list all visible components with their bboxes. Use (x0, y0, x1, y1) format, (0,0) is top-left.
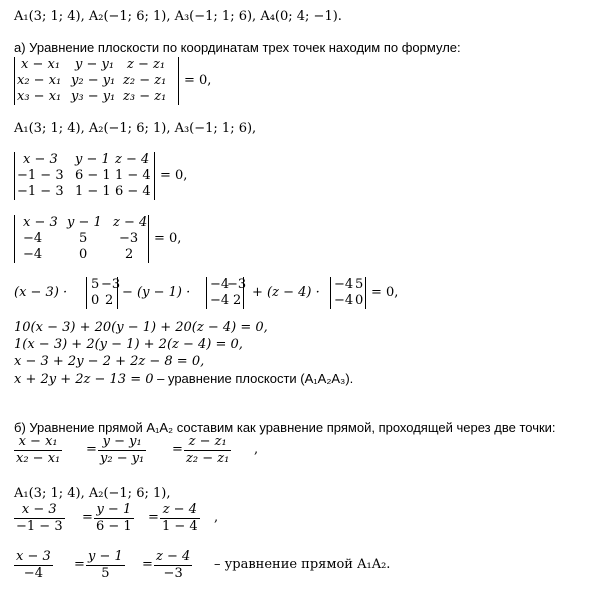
determinant-simplified (14, 215, 149, 263)
det2-r3c1: −1 − 3 (17, 184, 64, 199)
expansion-term3: + (z − 4) · (252, 285, 320, 300)
plane-result (14, 371, 353, 388)
frac2-x (14, 502, 65, 535)
minor3-r1c2: 5 (355, 277, 364, 292)
determinant-general (14, 57, 179, 105)
frac3-z (154, 549, 192, 582)
minor3-r2c2: 0 (355, 293, 364, 308)
frac1-eq2: = (172, 442, 183, 457)
frac1-eq1: = (86, 442, 97, 457)
det2-r1c3: z − 4 (115, 152, 150, 167)
frac1-comma: , (254, 442, 259, 457)
minor2-r2c1: −4 (210, 293, 230, 308)
frac1-x (14, 434, 62, 467)
det3-equals: = 0, (154, 231, 182, 246)
det3-r2c2: 5 (79, 231, 88, 246)
expansion-term1: (x − 3) · (14, 285, 68, 300)
frac3-x (14, 549, 53, 582)
frac1-x-num: x − x₁ (18, 434, 58, 449)
plane-equation: x + 2y + 2z − 13 = 0 (14, 372, 154, 387)
frac2-z (160, 502, 200, 535)
minor2-r2c2: 2 (233, 293, 242, 308)
det1-r2c1: x₂ − x₁ (17, 73, 62, 88)
points-line: A₁(3; 1; 4), A₂(−1; 6; 1), A₃(−1; 1; 6), A₄(0; 4; −1). (14, 9, 342, 24)
frac3-y (86, 549, 125, 582)
det2-r2c2: 6 − 1 (75, 168, 111, 183)
det3-r1c1: x − 3 (23, 215, 58, 230)
det1-r1c2: y − y₁ (75, 57, 115, 72)
det1-r1c1: x − x₁ (21, 57, 61, 72)
minor1-r1c2: −3 (101, 277, 121, 292)
expansion-equals: = 0, (371, 285, 399, 300)
expansion-term2: − (y − 1) · (122, 285, 191, 300)
frac3-x-den: −4 (14, 565, 53, 582)
determinant-substituted (14, 152, 155, 200)
frac3-z-den: −3 (154, 565, 192, 582)
det1-r1c3: z − z₁ (127, 57, 166, 72)
det3-r1c3: z − 4 (113, 215, 148, 230)
minor1-r2c1: 0 (91, 293, 100, 308)
det1-r2c2: y₂ − y₁ (71, 73, 116, 88)
det1-r3c3: z₃ − z₁ (123, 89, 167, 104)
line-caption: – уравнение прямой A₁A₂. (214, 557, 391, 572)
step-3: x − 3 + 2y − 2 + 2z − 8 = 0, (14, 354, 205, 369)
frac1-y-den: y₂ − y₁ (100, 451, 145, 466)
det2-r1c1: x − 3 (23, 152, 58, 167)
frac2-z-num: z − 4 (162, 502, 197, 517)
frac1-y-num: y − y₁ (102, 434, 142, 449)
det2-r3c2: 1 − 1 (75, 184, 111, 199)
step-2: 1(x − 3) + 2(y − 1) + 2(z − 4) = 0, (14, 337, 243, 352)
det3-r3c2: 0 (79, 247, 88, 262)
minor1-r1c1: 5 (91, 277, 100, 292)
det1-r3c2: y₃ − y₁ (71, 89, 116, 104)
det2-equals: = 0, (160, 168, 188, 183)
points-repeat: A₁(3; 1; 4), A₂(−1; 6; 1), A₃(−1; 1; 6), (14, 121, 257, 136)
det2-r2c3: 1 − 4 (115, 168, 151, 183)
det1-equals: = 0, (184, 73, 212, 88)
det3-r1c2: y − 1 (67, 215, 102, 230)
frac3-eq2: = (142, 557, 153, 572)
det2-r3c3: 6 − 4 (115, 184, 151, 199)
minor2-r1c2: −3 (227, 277, 247, 292)
frac1-x-den: x₂ − x₁ (16, 451, 61, 466)
det3-r3c3: 2 (125, 247, 134, 262)
part-b-heading: б) Уравнение прямой A₁A₂ составим как уравнение прямой, проходящей через две точки: (14, 420, 556, 435)
frac2-y-den: 6 − 1 (96, 519, 132, 534)
det3-r3c1: −4 (23, 247, 43, 262)
det2-r1c2: y − 1 (75, 152, 110, 167)
minor3-r2c1: −4 (334, 293, 354, 308)
det3-r2c3: −3 (119, 231, 139, 246)
plane-caption: – уравнение плоскости (A₁A₂A₃). (153, 371, 354, 386)
minor-1 (86, 277, 121, 309)
det1-r3c1: x₃ − x₁ (17, 89, 62, 104)
step-1: 10(x − 3) + 20(y − 1) + 20(z − 4) = 0, (14, 320, 268, 335)
frac1-z-den: z₂ − z₁ (186, 451, 230, 466)
frac1-z-num: z − z₁ (188, 434, 227, 449)
frac2-y-num: y − 1 (96, 502, 132, 517)
frac2-x-num: x − 3 (21, 502, 57, 517)
frac1-z (184, 434, 231, 467)
minor1-r2c2: 2 (105, 293, 114, 308)
minor-2 (206, 277, 247, 309)
points-b: A₁(3; 1; 4), A₂(−1; 6; 1), (14, 486, 171, 501)
frac2-y (94, 502, 134, 535)
det3-r2c1: −4 (23, 231, 43, 246)
frac1-y (98, 434, 146, 467)
frac2-eq1: = (82, 510, 93, 525)
frac3-eq1: = (74, 557, 85, 572)
frac3-z-num: z − 4 (156, 549, 191, 564)
frac3-x-num: x − 3 (16, 549, 51, 564)
minor3-r1c1: −4 (334, 277, 354, 292)
frac2-eq2: = (148, 510, 159, 525)
det1-r2c3: z₂ − z₁ (123, 73, 167, 88)
frac2-x-den: −1 − 3 (16, 519, 63, 534)
det2-r2c1: −1 − 3 (17, 168, 64, 183)
part-a-heading: а) Уравнение плоскости по координатам трех точек находим по формуле: (14, 40, 461, 55)
frac3-y-num: y − 1 (88, 549, 123, 564)
frac3-y-den: 5 (86, 565, 125, 582)
minor2-r1c1: −4 (210, 277, 230, 292)
minor-3 (330, 277, 366, 309)
frac2-z-den: 1 − 4 (162, 519, 198, 534)
frac2-comma: , (214, 510, 219, 525)
